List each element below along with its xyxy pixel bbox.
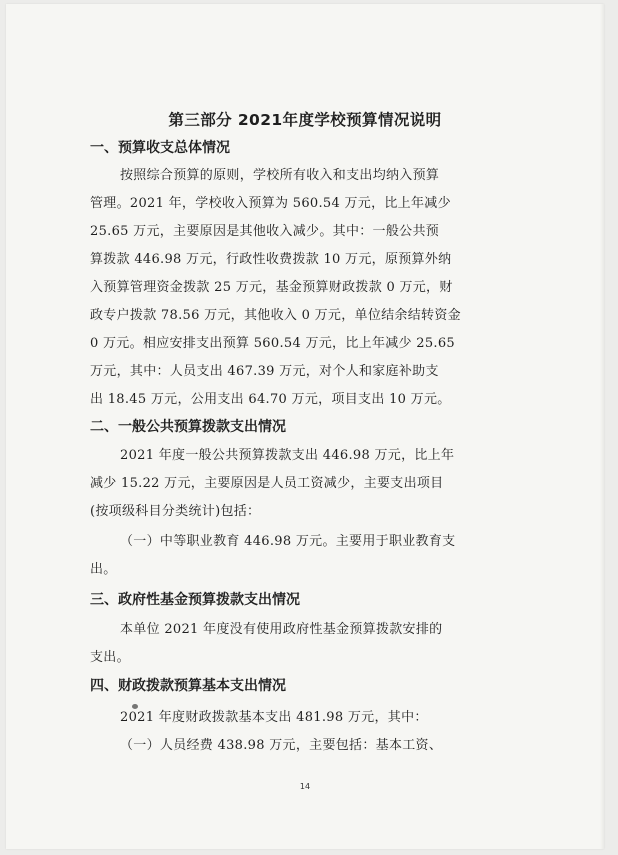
page-title: 第三部分 2021年度学校预算情况说明 — [168, 111, 442, 129]
paragraph-line: 0 万元。相应安排支出预算 560.54 万元，比上年减少 25.65 — [90, 336, 456, 351]
paragraph-line: 万元，其中：人员支出 467.39 万元，对个人和家庭补助支 — [90, 364, 439, 379]
paragraph-line: 政专户拨款 78.56 万元，其他收入 0 万元，单位结余结转资金 — [90, 308, 461, 323]
paragraph-line: (按项级科目分类统计)包括： — [90, 504, 261, 519]
paragraph-line: 本单位 2021 年度没有使用政府性基金预算拨款安排的 — [120, 622, 443, 637]
paragraph-line: 按照综合预算的原则，学校所有收入和支出均纳入预算 — [120, 168, 440, 183]
section-heading-government-fund-budget: 三、政府性基金预算拨款支出情况 — [90, 592, 300, 608]
paragraph-line: （一）人员经费 438.98 万元，主要包括：基本工资、 — [120, 738, 443, 753]
paragraph-line: 2021 年度财政拨款基本支出 481.98 万元，其中： — [120, 710, 428, 725]
section-heading-basic-expenditure: 四、财政拨款预算基本支出情况 — [90, 678, 286, 694]
paragraph-line: 支出。 — [90, 650, 130, 665]
paragraph-line: 2021 年度一般公共预算拨款支出 446.98 万元，比上年 — [120, 448, 455, 463]
paragraph-line: 管理。2021 年，学校收入预算为 560.54 万元，比上年减少 — [90, 196, 451, 211]
paragraph-line: 出 18.45 万元，公用支出 64.70 万元，项目支出 10 万元。 — [90, 392, 451, 407]
paragraph-line: 入预算管理资金拨款 25 万元，基金预算财政拨款 0 万元，财 — [90, 280, 453, 295]
paragraph-line: 出。 — [90, 562, 117, 577]
section-heading-budget-overview: 一、预算收支总体情况 — [90, 140, 230, 156]
document-page — [6, 4, 604, 849]
section-heading-general-public-budget: 二、一般公共预算拨款支出情况 — [90, 419, 286, 435]
paragraph-line: 算拨款 446.98 万元，行政性收费拨款 10 万元，原预算外纳 — [90, 252, 452, 267]
paragraph-line: 25.65 万元，主要原因是其他收入减少。其中：一般公共预 — [90, 224, 440, 239]
paragraph-line: （一）中等职业教育 446.98 万元。主要用于职业教育支 — [120, 534, 456, 549]
paragraph-line: 减少 15.22 万元，主要原因是人员工资减少，主要支出项目 — [90, 476, 444, 491]
page-number: 14 — [299, 782, 311, 791]
